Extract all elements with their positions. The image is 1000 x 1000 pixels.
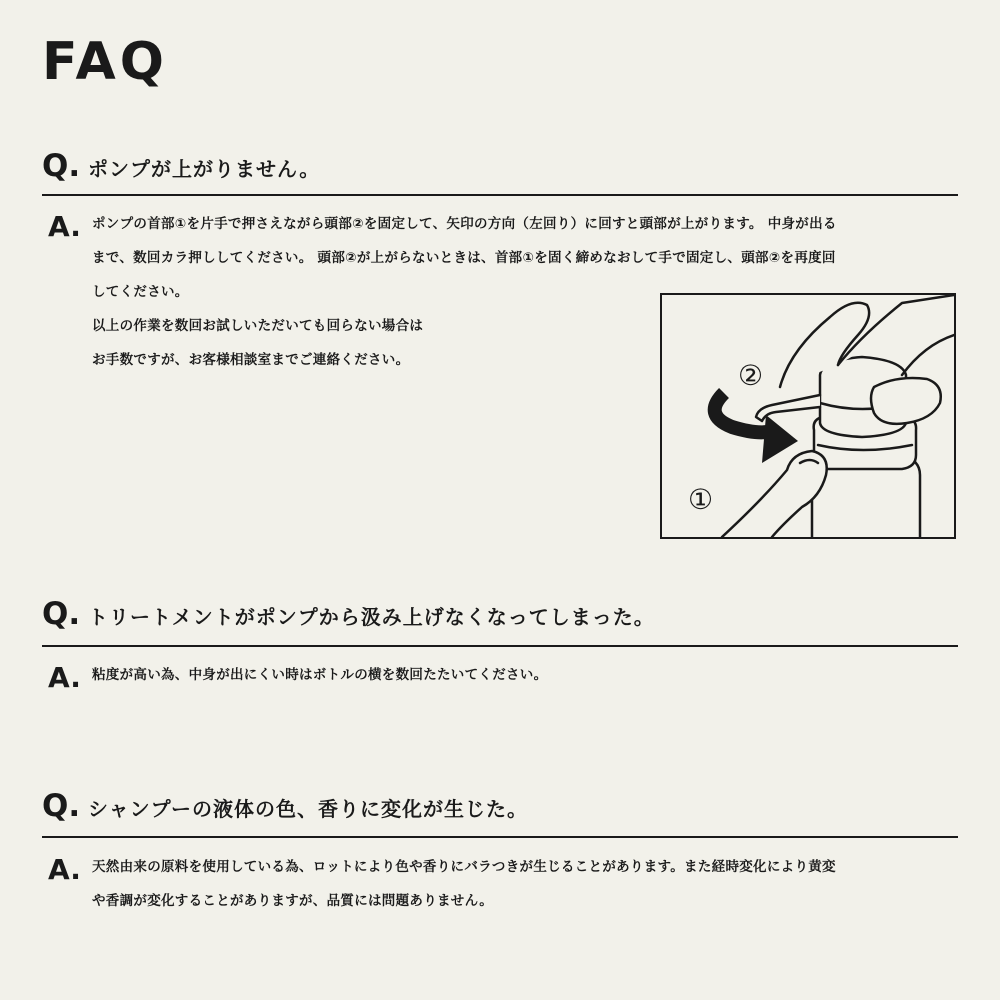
answer-mark: A.	[48, 210, 81, 243]
answer-line: 粘度が高い為、中身が出にくい時はボトルの横を数回たたいてください。	[92, 667, 548, 683]
answer-line: まで、数回カラ押ししてください。 頭部②が上がらないときは、首部①を固く締めなおして手で固定し、頭部②を再度回	[92, 250, 836, 266]
divider	[42, 836, 958, 838]
answer-line: や香調が変化することがありますが、品質には問題ありません。	[92, 893, 494, 909]
question-mark: Q.	[42, 148, 81, 184]
label-neck: ①	[688, 483, 714, 516]
faq-question-1	[42, 148, 958, 184]
faq-question-2	[42, 596, 958, 632]
answer-mark: A.	[48, 661, 81, 694]
question-mark: Q.	[42, 788, 81, 824]
page-title: FAQ	[42, 32, 169, 92]
question-text: ポンプが上がりません。	[88, 157, 321, 181]
faq-question-3	[42, 788, 958, 824]
pump-bottle-illustration	[660, 293, 956, 539]
divider	[42, 194, 958, 196]
pump-illustration-svg	[662, 295, 954, 537]
divider	[42, 645, 958, 647]
answer-line: 天然由来の原料を使用している為、ロットにより色や香りにバラつきが生じることがあります。また経時変化により黄変	[92, 859, 836, 875]
answer-mark: A.	[48, 853, 81, 886]
question-text: トリートメントがポンプから汲み上げなくなってしまった。	[88, 605, 655, 629]
answer-line: 以上の作業を数回お試しいただいても回らない場合は	[92, 318, 424, 334]
answer-line: ポンプの首部①を片手で押さえながら頭部②を固定して、矢印の方向（左回り）に回すと頭部が上がります。 中身が出る	[92, 216, 837, 232]
answer-line: お手数ですが、お客様相談室までご連絡ください。	[92, 352, 410, 368]
question-text: シャンプーの液体の色、香りに変化が生じた。	[88, 797, 528, 821]
label-head: ②	[738, 359, 764, 392]
answer-line: してください。	[92, 284, 189, 300]
question-mark: Q.	[42, 596, 81, 632]
